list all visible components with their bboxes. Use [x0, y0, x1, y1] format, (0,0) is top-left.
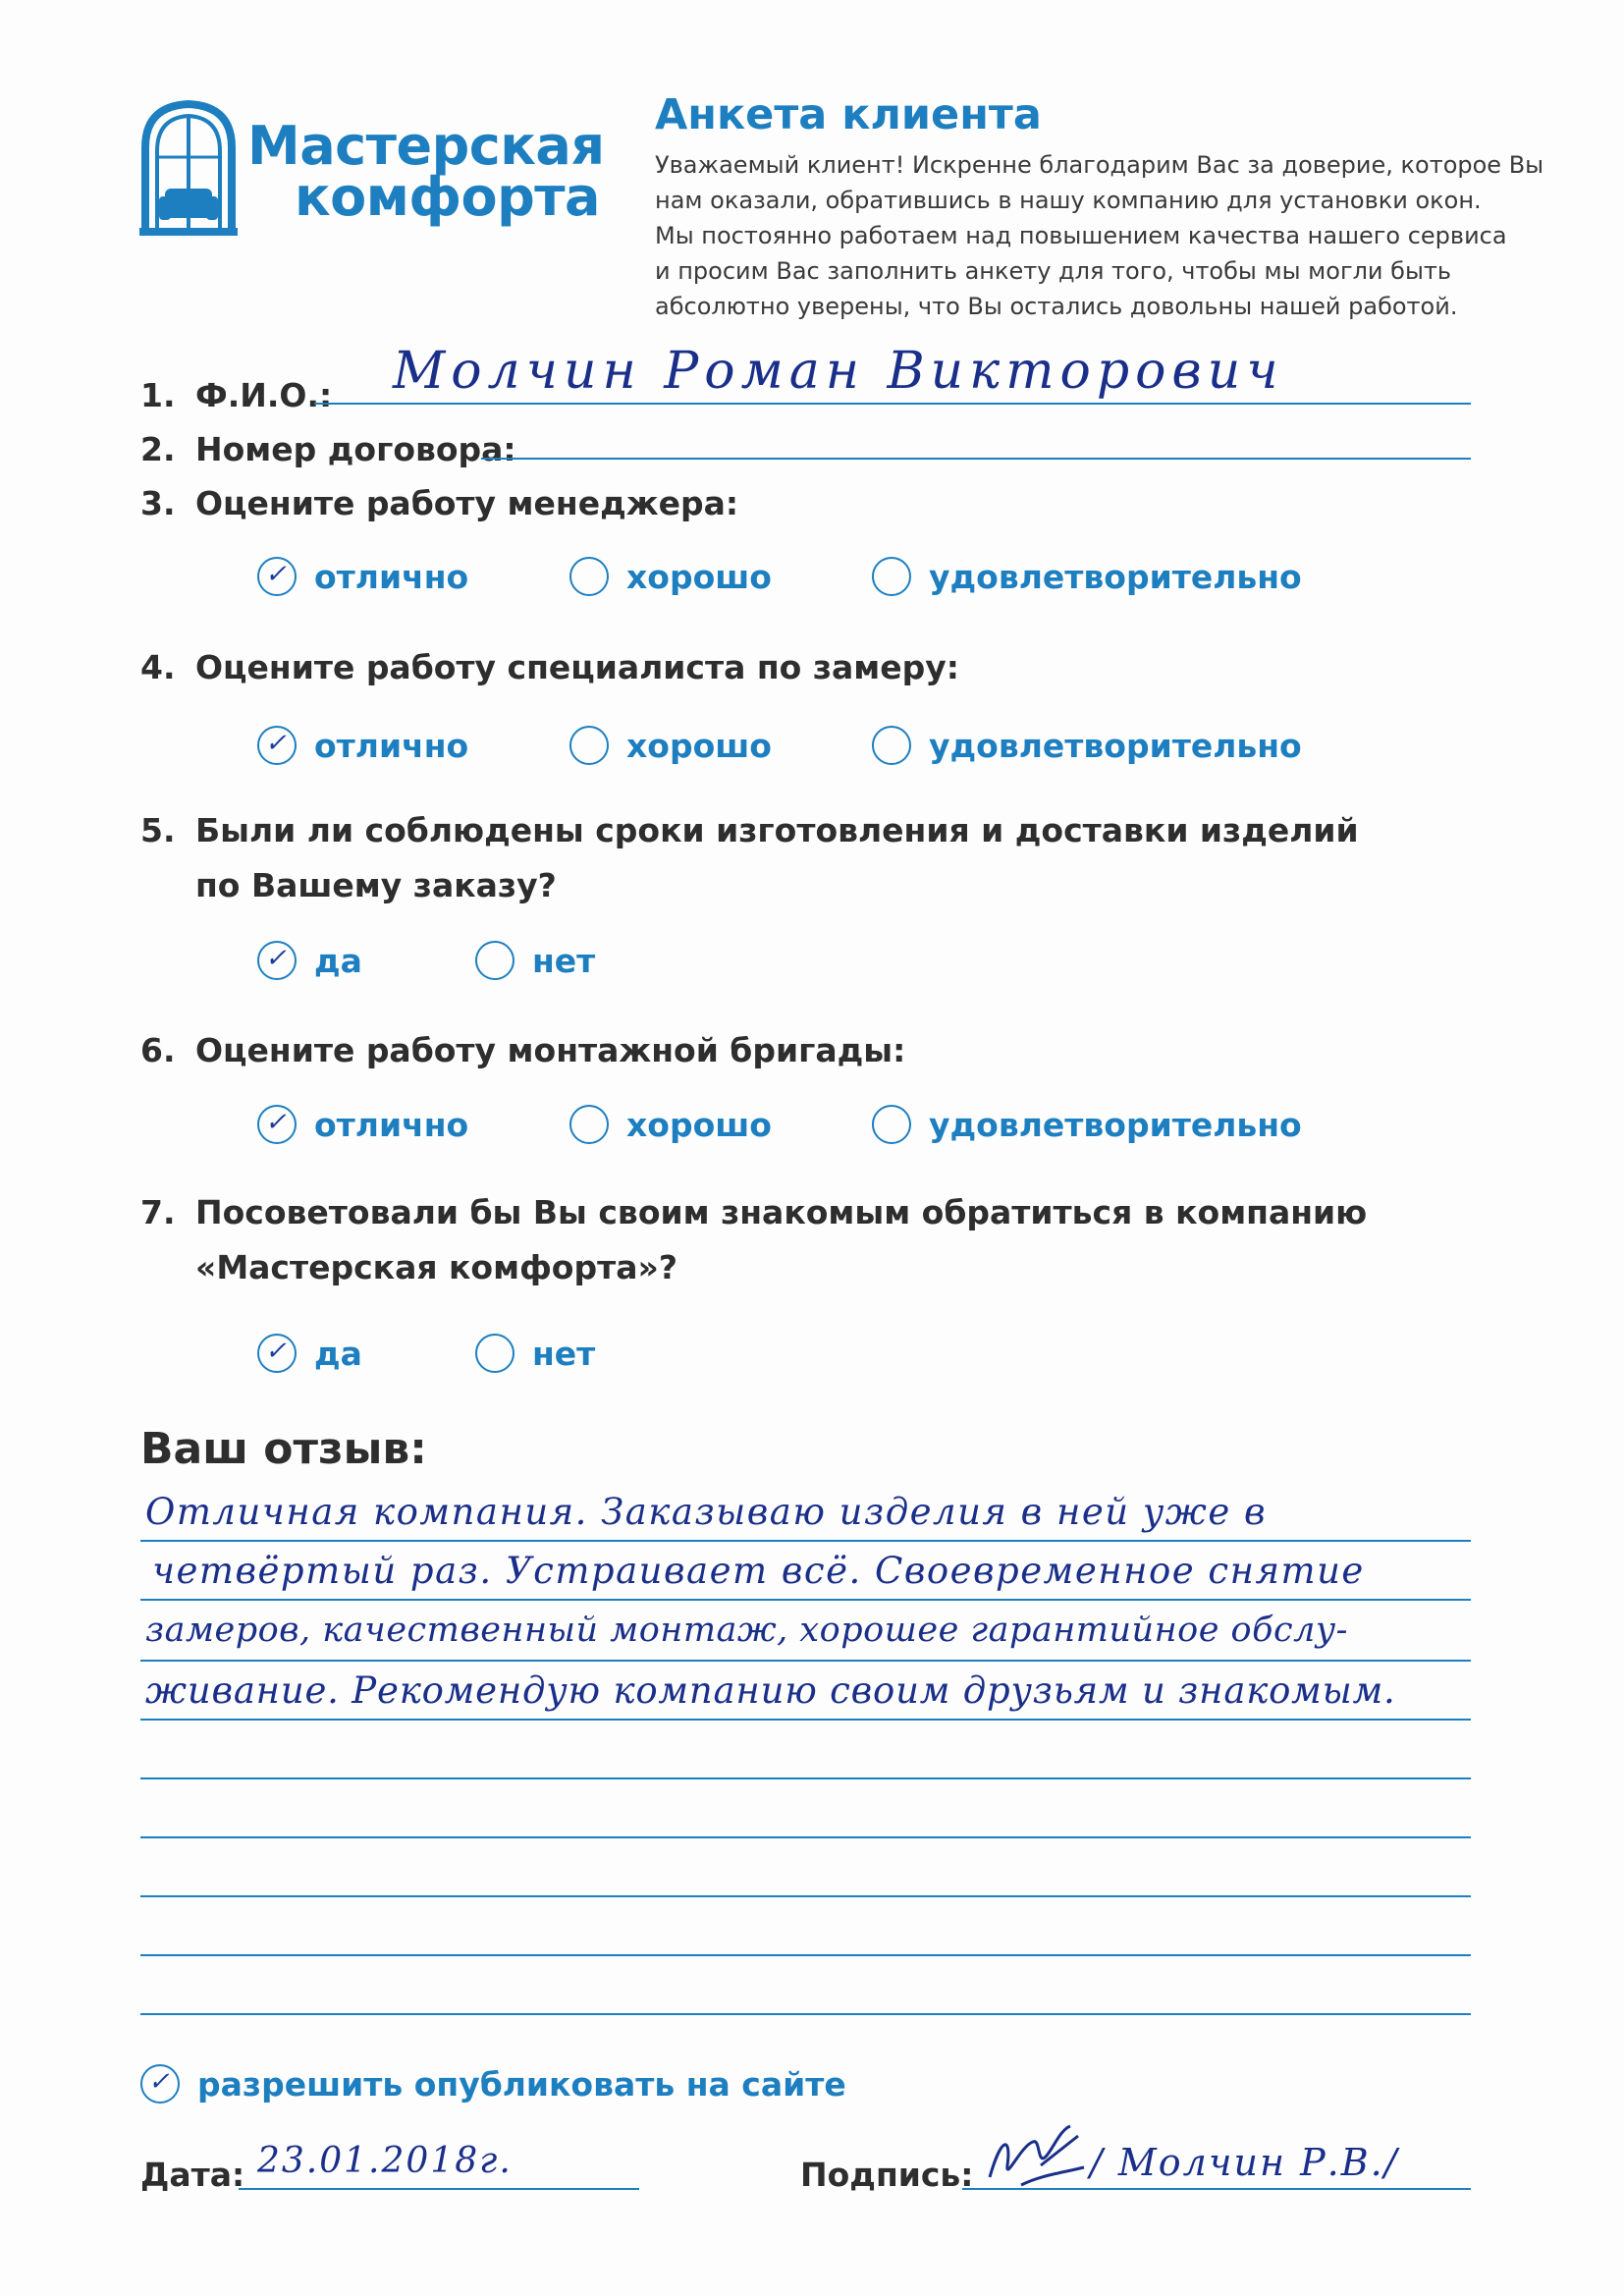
q7-option-no[interactable]: нет	[475, 1334, 595, 1373]
q4-option-good[interactable]: хорошо	[569, 726, 772, 765]
intro-line: и просим Вас заполнить анкету для того, чтобы мы могли быть	[655, 257, 1452, 285]
radio-circle[interactable]	[872, 726, 911, 765]
q5-option-yes[interactable]: ✓ да	[257, 941, 362, 980]
radio-circle[interactable]	[257, 557, 297, 596]
review-line	[140, 1895, 1471, 1897]
question-deadlines: 5. Были ли соблюдены сроки изготовления и доставки изделий	[140, 811, 1359, 849]
q7-option-yes[interactable]: ✓ да	[257, 1334, 362, 1373]
radio-circle[interactable]	[257, 1105, 297, 1144]
review-text-line: живание. Рекомендую компанию своим друзьям и знакомым.	[145, 1669, 1396, 1712]
check-mark-icon: ✓	[265, 1108, 287, 1137]
logo-line-2: комфорта	[295, 166, 600, 228]
question-contract: 2. Номер договора:	[140, 430, 516, 468]
intro-line: абсолютно уверены, что Вы остались довольны нашей работой.	[655, 293, 1458, 320]
check-mark-icon: ✓	[265, 560, 287, 589]
company-logo	[139, 98, 605, 246]
q6-option-good[interactable]: хорошо	[569, 1105, 772, 1144]
radio-circle[interactable]	[475, 941, 514, 980]
review-title: Ваш отзыв:	[140, 1424, 427, 1474]
check-mark-icon: ✓	[265, 1337, 287, 1366]
check-mark-icon: ✓	[265, 944, 287, 973]
check-mark-icon: ✓	[148, 2067, 170, 2097]
q4-option-satisfactory[interactable]: удовлетворительно	[872, 726, 1302, 765]
intro-line: Уважаемый клиент! Искренне благодарим Вас за доверие, которое Вы	[655, 151, 1544, 179]
q3-option-satisfactory[interactable]: удовлетворительно	[872, 557, 1302, 596]
q4-option-excellent[interactable]: ✓ отлично	[257, 726, 468, 765]
question-deadlines-cont: по Вашему заказу?	[195, 866, 557, 904]
radio-circle[interactable]	[257, 1334, 297, 1373]
radio-circle[interactable]	[569, 1105, 609, 1144]
question-measurer: 4. Оцените работу специалиста по замеру:	[140, 648, 959, 686]
review-line	[140, 1599, 1471, 1601]
intro-line: Мы постоянно работаем над повышением качества нашего сервиса	[655, 222, 1507, 249]
question-recommend-cont: «Мастерская комфорта»?	[195, 1248, 677, 1286]
signature-scribble	[982, 2116, 1090, 2195]
check-mark-icon: ✓	[265, 729, 287, 758]
checkbox-circle[interactable]	[140, 2064, 180, 2104]
review-line	[140, 1540, 1471, 1542]
name-handwritten: Молчин Роман Викторович	[393, 342, 1284, 401]
logo-line-1: Мастерская	[247, 115, 605, 177]
radio-circle[interactable]	[475, 1334, 514, 1373]
review-line	[140, 1777, 1471, 1779]
date-field-line[interactable]	[239, 2188, 639, 2190]
review-text-line: четвёртый раз. Устраивает всё. Своевременное снятие	[152, 1550, 1365, 1592]
signature-handwritten-name: / Молчин Р.В./	[1090, 2141, 1399, 2184]
signature-label: Подпись:	[800, 2156, 974, 2194]
review-line	[140, 2013, 1471, 2015]
review-text-line: замеров, качественный монтаж, хорошее гарантийное обслу-	[145, 1611, 1348, 1650]
review-line	[140, 1836, 1471, 1838]
radio-circle[interactable]	[257, 726, 297, 765]
review-text-line: Отличная компания. Заказываю изделия в ней уже в	[145, 1491, 1268, 1533]
q3-option-good[interactable]: хорошо	[569, 557, 772, 596]
review-line	[140, 1719, 1471, 1721]
question-recommend: 7. Посоветовали бы Вы своим знакомым обратиться в компанию	[140, 1193, 1368, 1231]
date-label: Дата:	[140, 2156, 245, 2194]
q3-option-excellent[interactable]: ✓ отлично	[257, 557, 468, 596]
window-armchair-icon	[139, 98, 238, 236]
radio-circle[interactable]	[257, 941, 297, 980]
name-field-line[interactable]	[314, 403, 1471, 405]
radio-circle[interactable]	[872, 1105, 911, 1144]
publish-permission-checkbox[interactable]: ✓ разрешить опубликовать на сайте	[140, 2064, 846, 2104]
question-installers: 6. Оцените работу монтажной бригады:	[140, 1031, 906, 1069]
review-line	[140, 1954, 1471, 1956]
contract-field-line[interactable]	[481, 458, 1471, 460]
intro-text	[655, 147, 1544, 324]
intro-line: нам оказали, обратившись в нашу компанию для установки окон.	[655, 187, 1482, 214]
radio-circle[interactable]	[569, 726, 609, 765]
question-manager: 3. Оцените работу менеджера:	[140, 484, 739, 522]
radio-circle[interactable]	[569, 557, 609, 596]
date-handwritten: 23.01.2018г.	[257, 2141, 513, 2181]
q6-option-satisfactory[interactable]: удовлетворительно	[872, 1105, 1302, 1144]
page-title: Анкета клиента	[655, 90, 1042, 139]
review-line	[140, 1660, 1471, 1662]
q5-option-no[interactable]: нет	[475, 941, 595, 980]
question-name: 1. Ф.И.О.:	[140, 376, 333, 414]
q6-option-excellent[interactable]: ✓ отлично	[257, 1105, 468, 1144]
radio-circle[interactable]	[872, 557, 911, 596]
